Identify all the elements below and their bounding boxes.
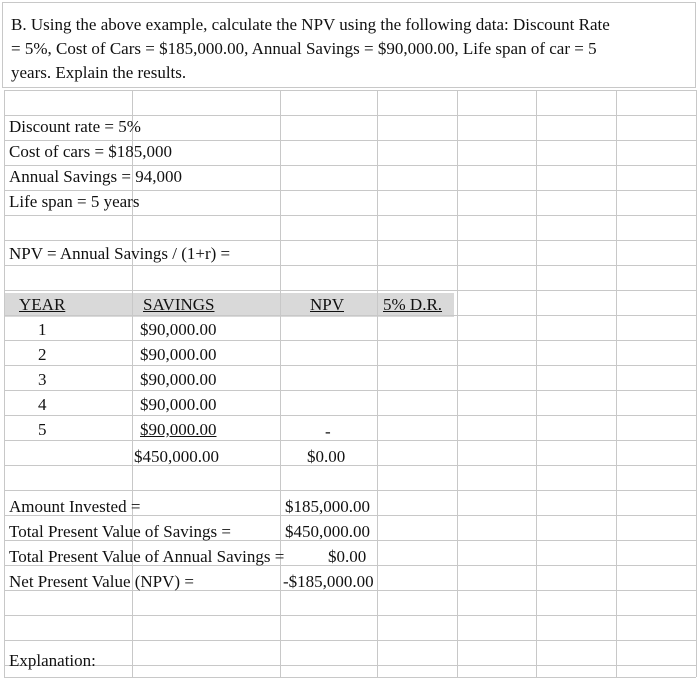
net-present-value-value: -$185,000.00: [283, 572, 374, 591]
total-pv-savings-label: Total Present Value of Savings =: [9, 522, 231, 541]
year-cell: 2: [38, 345, 47, 364]
header-year: YEAR: [19, 295, 66, 314]
question-line-3: years. Explain the results.: [11, 63, 187, 82]
savings-cell: $90,000.00: [140, 395, 217, 414]
cost-of-cars-text: Cost of cars = $185,000: [9, 142, 173, 161]
question-line-1: B. Using the above example, calculate the NPV using the following data: Discount Rate: [11, 15, 610, 34]
explanation-label: Explanation:: [9, 651, 96, 670]
year-cell: 3: [38, 370, 47, 389]
header-savings: SAVINGS: [143, 295, 215, 314]
annual-savings-text: Annual Savings = 94,000: [9, 167, 182, 186]
year-cell: 4: [38, 395, 47, 414]
total-pv-savings-value: $450,000.00: [285, 522, 370, 541]
amount-invested-label: Amount Invested =: [9, 497, 141, 516]
total-pv-annual-savings-value: $0.00: [328, 547, 367, 566]
savings-cell: $90,000.00: [140, 420, 217, 439]
savings-cell: $90,000.00: [140, 345, 217, 364]
savings-cell: $90,000.00: [140, 370, 217, 389]
savings-cell: $90,000.00: [140, 320, 217, 339]
total-npv-cell: $0.00: [307, 447, 346, 466]
question-line-2: = 5%, Cost of Cars = $185,000.00, Annual Savings = $90,000.00, Life span of car = 5: [11, 39, 597, 58]
npv-dash: -: [325, 422, 331, 441]
total-pv-annual-savings-label: Total Present Value of Annual Savings =: [9, 547, 285, 566]
header-npv: NPV: [310, 295, 345, 314]
year-cell: 5: [38, 420, 47, 439]
discount-rate-text: Discount rate = 5%: [9, 117, 141, 136]
life-span-text: Life span = 5 years: [9, 192, 140, 211]
total-savings-cell: $450,000.00: [134, 447, 219, 466]
npv-formula-text: NPV = Annual Savings / (1+r) =: [9, 244, 231, 263]
year-cell: 1: [38, 320, 47, 339]
net-present-value-label: Net Present Value (NPV) =: [9, 572, 194, 591]
header-discount-rate: 5% D.R.: [383, 295, 443, 314]
question-box: [2, 2, 696, 88]
amount-invested-value: $185,000.00: [285, 497, 370, 516]
